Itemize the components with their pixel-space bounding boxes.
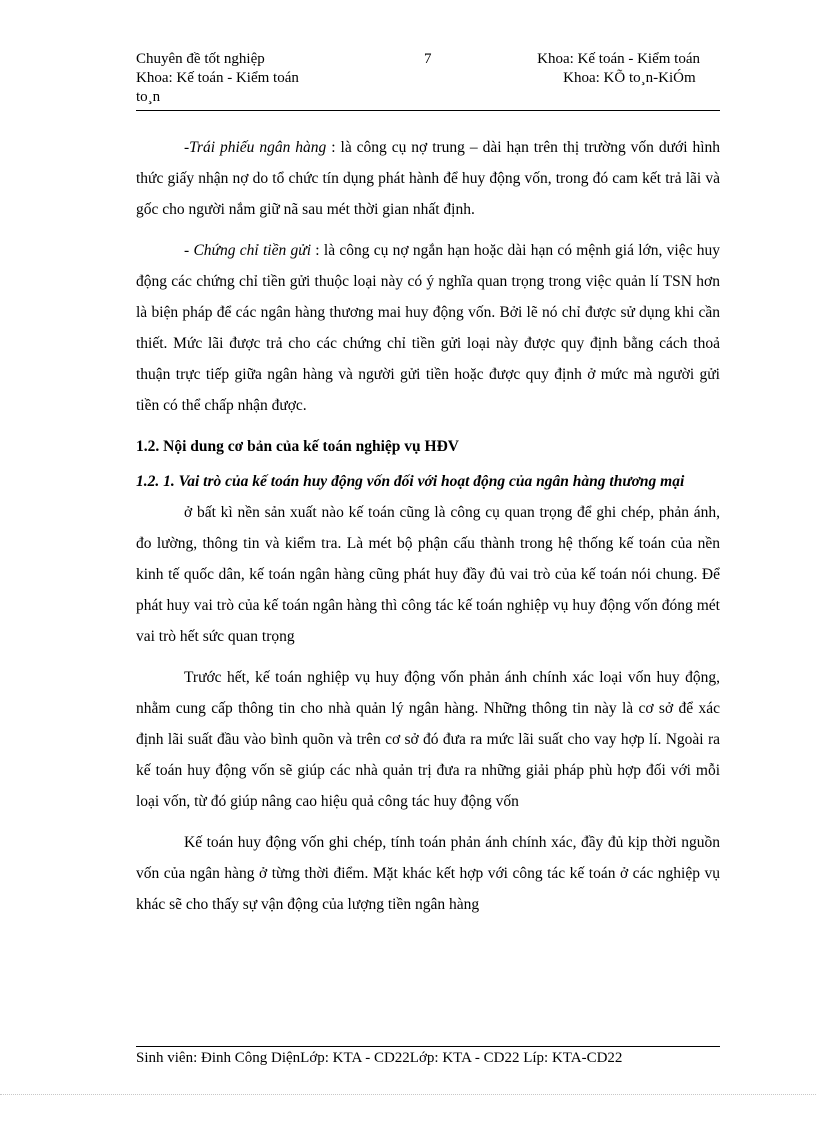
paragraph-first-of-all: Trước hết, kế toán nghiệp vụ huy động vốn phản ánh chính xác loại vốn huy động, nhằm cung cấp thông tin cho nhà quản lý ngân hàng. Những thông tin này là cơ sở để xác định lãi suất đầu vào bình quõn và trên cơ sở đó đưa ra mức lãi suất cho vay hợp lí. Ngoài ra kế toán huy động vốn sẽ giúp các nhà quản trị đưa ra những giải pháp phù hợp đối với mỗi loại vốn, từ đó giúp nâng cao hiệu quả công tác huy động vốn — [136, 669, 720, 810]
page-number: 7 — [424, 51, 432, 67]
header-faculty: Khoa: Kế toán - Kiểm toán — [136, 70, 299, 86]
header-right — [537, 50, 700, 88]
term-bank-bonds: -Trái phiếu ngân hàng — [184, 139, 327, 156]
header-right-faculty: Khoa: Kế toán - Kiểm toán — [537, 51, 700, 67]
paragraph-recording: Kế toán huy động vốn ghi chép, tính toán phản ánh chính xác, đầy đủ kịp thời nguồn vốn của ngân hàng ở từng thời điểm. Mặt khác kết hợp với công tác kế toán ở các nghiệp vụ khác sẽ cho thấy sự vận động của lượng tiền ngân hàng — [136, 834, 720, 913]
page-header — [136, 50, 720, 110]
page-footer: Sinh viên: Đinh Công DiệnLớp: KTA - CD22Lớp: KTA - CD22 Líp: KTA-CD22 — [136, 1050, 623, 1066]
header-rule — [136, 110, 720, 111]
footer-rule — [136, 1046, 720, 1047]
paragraph-role-accounting: ở bất kì nền sản xuất nào kế toán cũng là công cụ quan trọng để ghi chép, phản ánh, đo lường, thông tin và kiểm tra. Là mét bộ phận cấu thành trong hệ thống kế toán của nền kinh tế quốc dân, kế toán ngân hàng cũng phát huy đầy đủ vai trò của kế toán nói chung. Để phát huy vai trò của kế toán ngân hàng thì công tác kế toán nghiệp vụ huy động vốn đóng mét vai trò hết sức quan trọng — [136, 504, 720, 645]
page-boundary — [0, 1094, 816, 1095]
header-left — [136, 50, 376, 107]
header-faculty-overflow: to¸n — [136, 89, 161, 105]
lead-dash: - — [184, 242, 194, 259]
header-thesis-title: Chuyên đề tốt nghiệp — [136, 51, 265, 67]
paragraph-deposit-certificates — [136, 235, 720, 421]
section-heading-1-2: 1.2. Nội dung cơ bản của kế toán nghiệp vụ HĐV — [136, 438, 459, 455]
paragraph-bank-bonds — [136, 132, 720, 225]
text-deposit-certificates: : là công cụ nợ ngắn hạn hoặc dài hạn có mệnh giá lớn, việc huy động các chứng chỉ tiền gửi thuộc loại này có ý nghĩa quan trọng trong việc quản lí TSN hơn là biện pháp để các ngân hàng thương mai huy động vốn. Bởi lẽ nó chỉ được sử dụng khi cần thiết. Mức lãi được trả cho các chứng chỉ tiền gửi loại này được quy định bằng cách thoả thuận trực tiếp giữa ngân hàng và người gửi tiền hoặc được quy định ở mức mà người gửi tiền có thể chấp nhận được. — [136, 242, 720, 414]
subsection-heading-1-2-1: 1.2. 1. Vai trò của kế toán huy động vốn đối với hoạt động của ngân hàng thương mại — [136, 473, 685, 490]
term-deposit-certificates: Chứng chỉ tiền gửi — [193, 242, 312, 259]
document-body — [136, 132, 720, 920]
text-bank-bonds: : là công cụ nợ trung – dài hạn trên thị trường vốn dưới hình thức giấy nhận nợ do tổ chức tín dụng phát hành để huy động vốn, trong đó cam kết trả lãi và gốc cho người nắm giữ nã sau mét thời gian nhất định. — [136, 139, 721, 218]
header-right-faculty-garbled: Khoa: KÕ to¸n-KiÓm — [563, 70, 696, 86]
